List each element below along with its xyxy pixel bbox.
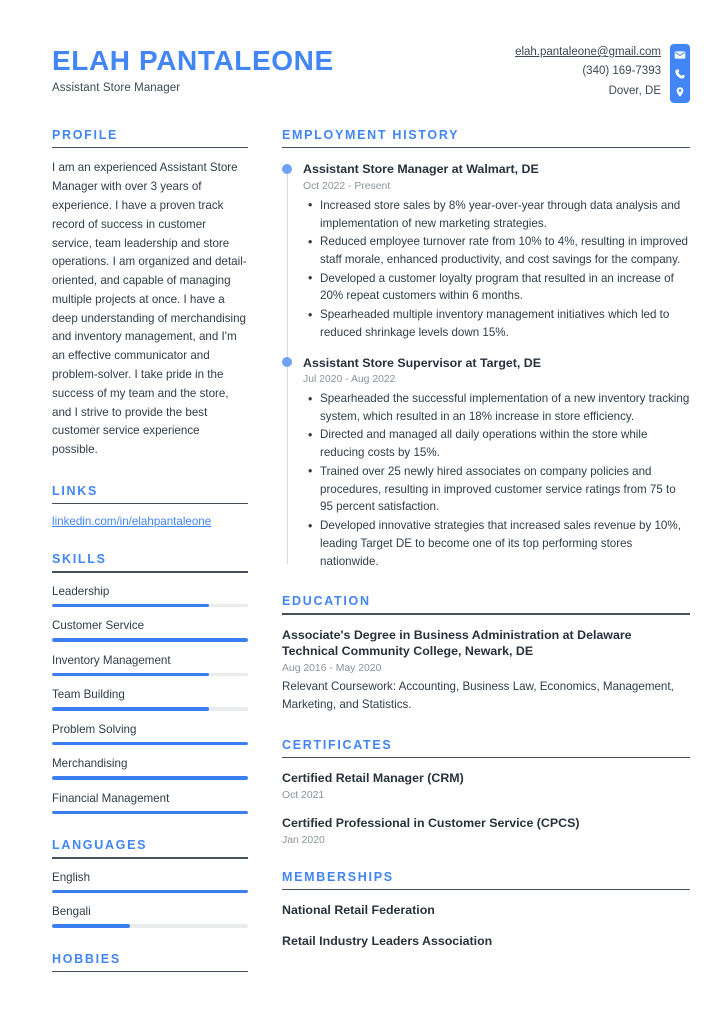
education-heading: EDUCATION [282, 594, 371, 609]
section-hobbies [52, 952, 248, 972]
skill-row [52, 723, 248, 746]
profile-rule [52, 147, 248, 148]
phone-icon [674, 68, 686, 80]
resume-body [0, 103, 724, 996]
skill-label: Inventory Management [52, 653, 171, 667]
section-profile [52, 128, 248, 460]
job-bullet-list [303, 390, 690, 570]
section-links [52, 484, 248, 528]
skill-label: Team Building [52, 688, 125, 702]
contact-lines [515, 44, 670, 98]
language-bar-track [52, 890, 248, 894]
language-label: Bengali [52, 905, 91, 919]
profile-text: I am an experienced Assistant Store Manager with over 3 years of experience. I have a proven track record of success in customer service, team leadership and store operations. I am organized and detail-oriented, and capable of managing multiple projects at once. I have a deep understanding of merchandising and inventory management, and I'm an effective communicator and problem-solver. I take pride in the success of my team and the store, and I strive to provide the best customer service experience possible. [52, 161, 247, 457]
employment-timeline [282, 161, 690, 570]
certificates-heading: CERTIFICATES [282, 737, 393, 752]
membership-title: Retail Industry Leaders Association [282, 933, 493, 948]
job-title: Assistant Store Supervisor at Target, DE [303, 355, 542, 370]
skill-bar-fill [52, 811, 248, 815]
contact-icon-strip [670, 44, 690, 103]
skill-bar-fill [52, 707, 209, 711]
job-dates: Jul 2020 - Aug 2022 [303, 374, 396, 386]
certificates-rule [282, 757, 690, 758]
section-certificates [282, 738, 690, 846]
skill-row [52, 757, 248, 780]
contact-block [515, 44, 690, 103]
section-languages [52, 838, 248, 927]
job-bullet: • Spearheaded the successful implementation of a new inventory tracking system, which resulted in an 18% increase in store efficiency. [320, 390, 690, 425]
section-employment [282, 128, 690, 570]
skill-bar-track [52, 604, 248, 608]
timeline-dot-icon [282, 357, 292, 367]
certificate-dates: Oct 2021 [282, 789, 325, 801]
education-rule [282, 613, 690, 614]
membership-title: National Retail Federation [282, 902, 435, 917]
skill-bar-fill [52, 604, 209, 608]
envelope-icon [674, 49, 686, 61]
hobbies-rule [52, 971, 248, 972]
left-column [52, 128, 248, 996]
contact-email[interactable]: elah.pantaleone@gmail.com [515, 46, 661, 58]
skill-bar-fill [52, 673, 209, 677]
skill-row [52, 792, 248, 815]
skill-bar-track [52, 673, 248, 677]
skill-row [52, 585, 248, 608]
education-dates: Aug 2016 - May 2020 [282, 662, 382, 674]
resume-header [0, 0, 724, 103]
timeline-dot-icon [282, 164, 292, 174]
section-memberships [282, 870, 690, 950]
skill-label: Customer Service [52, 619, 145, 633]
certificate-title: Certified Professional in Customer Service (CPCS) [282, 815, 580, 830]
job-bullet: • Spearheaded multiple inventory management initiatives which led to reduced shrinkage levels down 15%. [320, 306, 690, 341]
membership-entry [282, 902, 690, 919]
skill-row [52, 688, 248, 711]
job-bullet: • Directed and managed all daily operations within the store while reducing costs by 15%. [320, 426, 690, 461]
hobbies-heading: HOBBIES [52, 951, 121, 966]
section-skills [52, 552, 248, 814]
job-dates: Oct 2022 - Present [303, 180, 391, 192]
skill-row [52, 654, 248, 677]
languages-heading: LANGUAGES [52, 838, 148, 853]
right-column [282, 128, 690, 973]
job-bullet: • Developed a customer loyalty program that resulted in an increase of 20% repeat customers within 6 months. [320, 270, 690, 305]
membership-entry [282, 933, 690, 950]
language-bar-track [52, 924, 248, 928]
skills-heading: SKILLS [52, 552, 107, 567]
skill-bar-track [52, 742, 248, 746]
link-item[interactable]: linkedin.com/in/elahpantaleone [52, 515, 212, 529]
job-bullet: • Reduced employee turnover rate from 10% to 4%, resulting in improved staff morale, enhanced productivity, and cost savings for the company. [320, 233, 690, 268]
language-row [52, 871, 248, 894]
skill-row [52, 619, 248, 642]
links-rule [52, 503, 248, 504]
skill-bar-track [52, 811, 248, 815]
candidate-name: ELAH PANTALEONE [52, 45, 334, 76]
links-heading: LINKS [52, 483, 98, 498]
certificate-dates: Jan 2020 [282, 834, 325, 846]
certificate-title: Certified Retail Manager (CRM) [282, 771, 464, 786]
contact-phone: (340) 169-7393 [582, 65, 661, 78]
language-bar-fill [52, 924, 130, 928]
skill-label: Problem Solving [52, 722, 137, 736]
job-bullet: • Trained over 25 newly hired associates on company policies and procedures, resulting in improved customer service ratings from 75 to 95 percent satisfaction. [320, 463, 690, 516]
skill-bar-track [52, 707, 248, 711]
employment-heading: EMPLOYMENT HISTORY [282, 128, 460, 142]
education-entry [282, 627, 690, 714]
skill-label: Financial Management [52, 791, 170, 805]
job-bullet: • Increased store sales by 8% year-over-year through data analysis and implementation of new marketing strategies. [320, 197, 690, 232]
skill-label: Merchandising [52, 757, 128, 771]
certificate-entry [282, 770, 690, 801]
job-entry [303, 355, 690, 571]
job-bullet: • Developed innovative strategies that increased sales revenue by 10%, leading Target DE to become one of its top performing stores nationwide. [320, 517, 690, 570]
skill-label: Leadership [52, 584, 110, 598]
skill-bar-track [52, 776, 248, 780]
language-row [52, 905, 248, 928]
job-entry [303, 161, 690, 341]
skill-bar-fill [52, 742, 248, 746]
profile-heading: PROFILE [52, 128, 119, 142]
job-title: Assistant Store Manager at Walmart, DE [303, 162, 539, 177]
skill-bar-fill [52, 776, 248, 780]
certificate-entry [282, 815, 690, 846]
education-title: Associate's Degree in Business Administration at Delaware Technical Community College, Newark, DE [282, 627, 632, 659]
education-description: Relevant Coursework: Accounting, Business Law, Economics, Management, Marketing, and Statistics. [282, 679, 674, 711]
identity-block [52, 44, 334, 94]
language-label: English [52, 870, 91, 884]
location-pin-icon [674, 86, 686, 98]
candidate-job-title: Assistant Store Manager [52, 82, 181, 95]
section-education [282, 594, 690, 714]
memberships-heading: MEMBERSHIPS [282, 869, 394, 884]
language-bar-fill [52, 890, 248, 894]
contact-location: Dover, DE [608, 84, 661, 97]
skill-bar-fill [52, 638, 248, 642]
languages-rule [52, 857, 248, 858]
skill-bar-track [52, 638, 248, 642]
memberships-rule [282, 889, 690, 890]
job-bullet-list [303, 197, 690, 342]
skills-rule [52, 571, 248, 572]
employment-rule [282, 147, 690, 148]
